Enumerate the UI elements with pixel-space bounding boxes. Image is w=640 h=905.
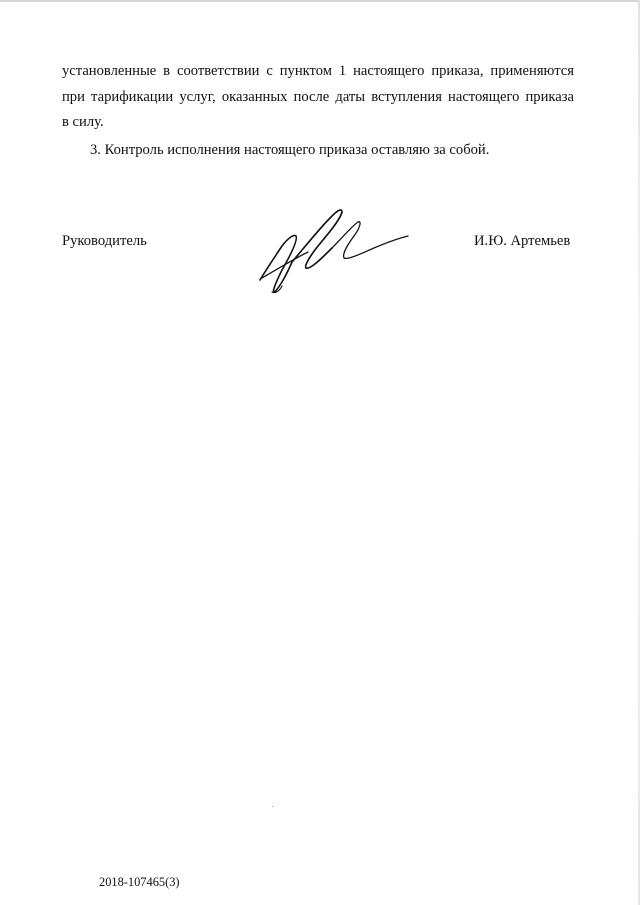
scan-speck bbox=[272, 806, 273, 807]
paragraph-line: установленные в соответствии с пунктом 1 настоящего приказа, применяются bbox=[62, 63, 574, 79]
paragraph-control-clause: 3. Контроль исполнения настоящего приказа оставляю за собой. bbox=[90, 142, 490, 158]
paragraph-tariff-application bbox=[62, 59, 574, 136]
document-number: 2018-107465(3) bbox=[99, 875, 180, 889]
signer-name: И.Ю. Артемьев bbox=[474, 233, 571, 249]
scan-edge-top bbox=[0, 0, 640, 2]
handwritten-signature bbox=[252, 200, 412, 300]
paragraph-line: при тарификации услуг, оказанных после даты вступления настоящего приказа bbox=[62, 88, 574, 105]
signer-role: Руководитель bbox=[62, 233, 147, 249]
paragraph-line: в силу. bbox=[62, 114, 104, 130]
